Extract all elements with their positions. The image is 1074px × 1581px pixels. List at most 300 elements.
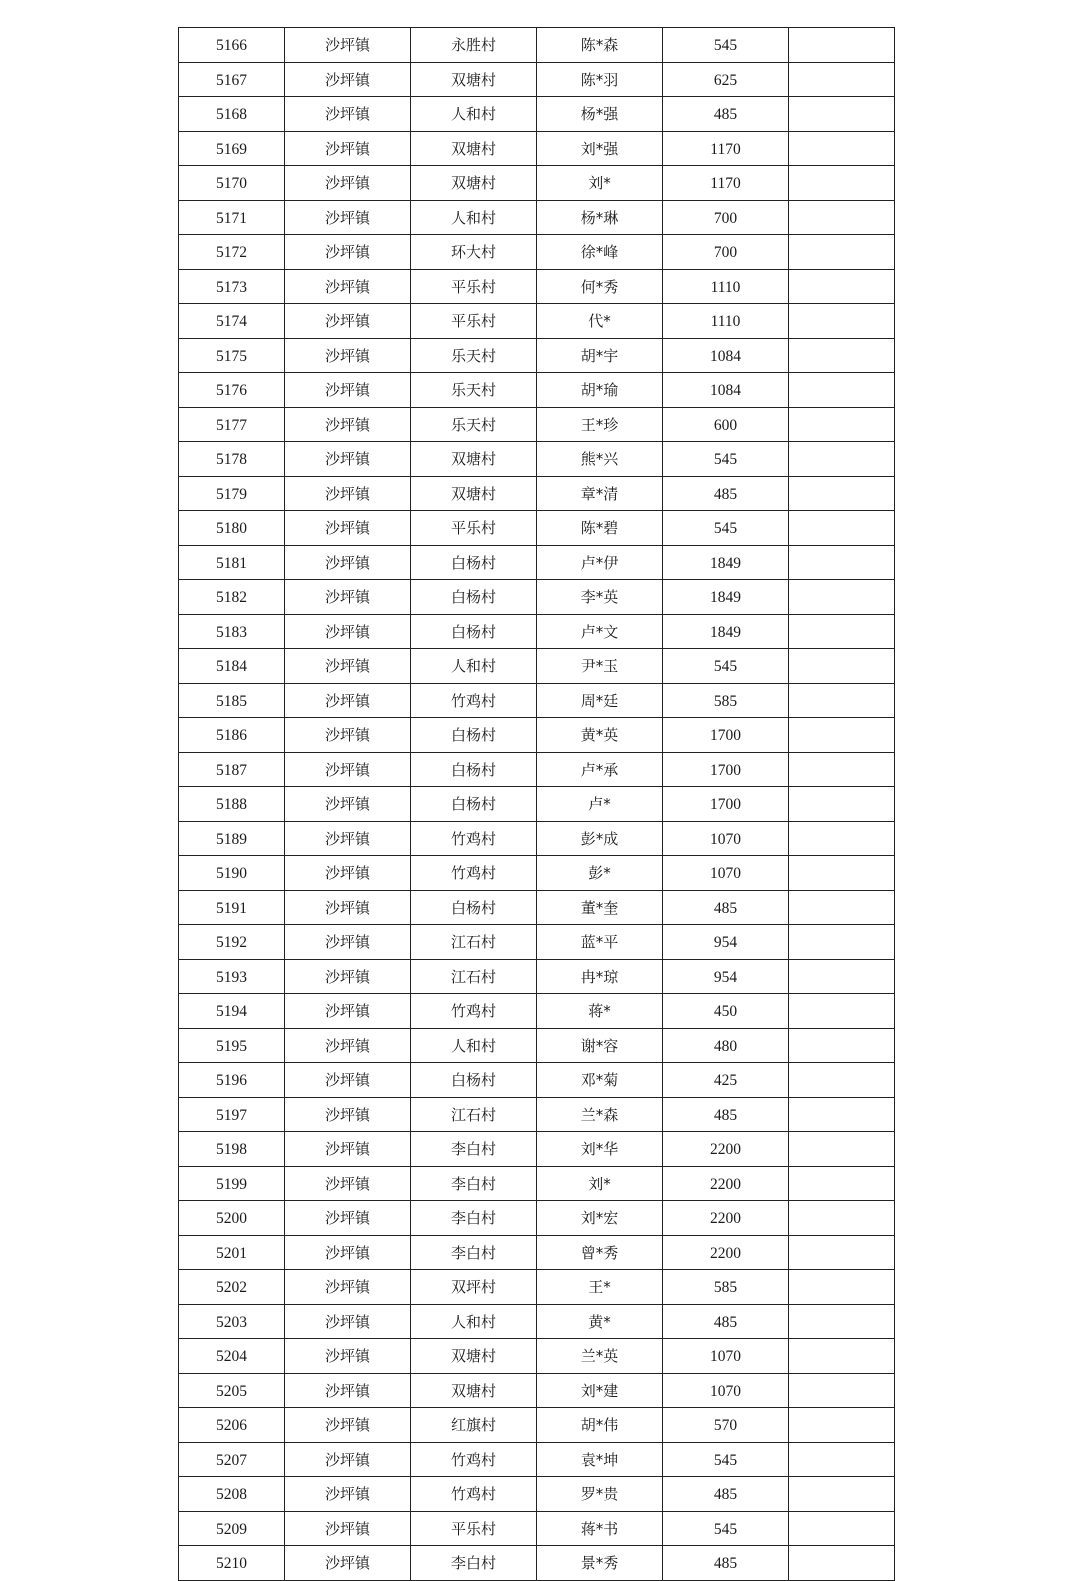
cell-town: 沙坪镇 (285, 752, 411, 787)
cell-amount: 1070 (663, 821, 789, 856)
cell-amount: 600 (663, 407, 789, 442)
cell-village: 双塘村 (411, 1373, 537, 1408)
cell-village: 白杨村 (411, 545, 537, 580)
cell-serial-number: 5177 (179, 407, 285, 442)
cell-person-name: 兰*英 (537, 1339, 663, 1374)
cell-amount: 625 (663, 62, 789, 97)
cell-amount: 1849 (663, 614, 789, 649)
table-row (179, 373, 895, 408)
cell-person-name: 彭* (537, 856, 663, 891)
table-row (179, 1270, 895, 1305)
cell-person-name: 周*廷 (537, 683, 663, 718)
cell-note (789, 925, 895, 960)
cell-person-name: 代* (537, 304, 663, 339)
cell-town: 沙坪镇 (285, 28, 411, 63)
cell-village: 江石村 (411, 959, 537, 994)
table-row (179, 407, 895, 442)
cell-amount: 1849 (663, 580, 789, 615)
cell-town: 沙坪镇 (285, 1028, 411, 1063)
cell-village: 双塘村 (411, 442, 537, 477)
cell-village: 平乐村 (411, 511, 537, 546)
roster-table (178, 27, 895, 1581)
cell-amount: 1070 (663, 1339, 789, 1374)
table-row (179, 1235, 895, 1270)
cell-note (789, 269, 895, 304)
cell-note (789, 545, 895, 580)
cell-town: 沙坪镇 (285, 200, 411, 235)
table-row (179, 580, 895, 615)
cell-amount: 485 (663, 1546, 789, 1581)
cell-note (789, 1477, 895, 1512)
cell-serial-number: 5171 (179, 200, 285, 235)
cell-note (789, 890, 895, 925)
cell-person-name: 胡*瑜 (537, 373, 663, 408)
cell-amount: 1170 (663, 166, 789, 201)
cell-note (789, 959, 895, 994)
cell-note (789, 718, 895, 753)
cell-amount: 1084 (663, 338, 789, 373)
table-row (179, 1408, 895, 1443)
cell-serial-number: 5187 (179, 752, 285, 787)
table-row (179, 856, 895, 891)
cell-village: 白杨村 (411, 787, 537, 822)
cell-town: 沙坪镇 (285, 1166, 411, 1201)
cell-amount: 700 (663, 235, 789, 270)
cell-person-name: 杨*琳 (537, 200, 663, 235)
table-row (179, 821, 895, 856)
table-row (179, 1442, 895, 1477)
cell-person-name: 卢*伊 (537, 545, 663, 580)
cell-serial-number: 5204 (179, 1339, 285, 1374)
table-row (179, 1546, 895, 1581)
cell-serial-number: 5184 (179, 649, 285, 684)
table-row (179, 338, 895, 373)
cell-amount: 545 (663, 1511, 789, 1546)
cell-note (789, 1132, 895, 1167)
cell-note (789, 235, 895, 270)
cell-town: 沙坪镇 (285, 373, 411, 408)
cell-village: 平乐村 (411, 1511, 537, 1546)
cell-note (789, 1408, 895, 1443)
cell-amount: 954 (663, 959, 789, 994)
cell-village: 李白村 (411, 1132, 537, 1167)
cell-town: 沙坪镇 (285, 925, 411, 960)
cell-village: 竹鸡村 (411, 1477, 537, 1512)
cell-person-name: 陈*羽 (537, 62, 663, 97)
cell-serial-number: 5202 (179, 1270, 285, 1305)
cell-person-name: 王* (537, 1270, 663, 1305)
cell-village: 人和村 (411, 97, 537, 132)
cell-note (789, 1304, 895, 1339)
cell-village: 江石村 (411, 925, 537, 960)
table-row (179, 545, 895, 580)
cell-note (789, 1373, 895, 1408)
cell-serial-number: 5166 (179, 28, 285, 63)
cell-amount: 545 (663, 1442, 789, 1477)
cell-town: 沙坪镇 (285, 338, 411, 373)
cell-note (789, 683, 895, 718)
cell-serial-number: 5180 (179, 511, 285, 546)
cell-serial-number: 5198 (179, 1132, 285, 1167)
cell-person-name: 熊*兴 (537, 442, 663, 477)
cell-village: 竹鸡村 (411, 1442, 537, 1477)
cell-person-name: 卢*文 (537, 614, 663, 649)
cell-amount: 1084 (663, 373, 789, 408)
cell-note (789, 1339, 895, 1374)
cell-town: 沙坪镇 (285, 1373, 411, 1408)
cell-note (789, 787, 895, 822)
cell-amount: 2200 (663, 1201, 789, 1236)
cell-person-name: 尹*玉 (537, 649, 663, 684)
cell-amount: 485 (663, 1477, 789, 1512)
cell-amount: 570 (663, 1408, 789, 1443)
cell-village: 江石村 (411, 1097, 537, 1132)
cell-village: 双塘村 (411, 131, 537, 166)
cell-note (789, 1166, 895, 1201)
cell-serial-number: 5201 (179, 1235, 285, 1270)
cell-amount: 545 (663, 28, 789, 63)
cell-village: 白杨村 (411, 1063, 537, 1098)
cell-village: 乐天村 (411, 338, 537, 373)
cell-person-name: 彭*成 (537, 821, 663, 856)
cell-person-name: 陈*碧 (537, 511, 663, 546)
cell-person-name: 何*秀 (537, 269, 663, 304)
table-row (179, 718, 895, 753)
table-row (179, 1063, 895, 1098)
cell-village: 人和村 (411, 649, 537, 684)
table-row (179, 62, 895, 97)
table-row (179, 1304, 895, 1339)
cell-serial-number: 5195 (179, 1028, 285, 1063)
cell-person-name: 董*奎 (537, 890, 663, 925)
cell-town: 沙坪镇 (285, 476, 411, 511)
cell-serial-number: 5181 (179, 545, 285, 580)
cell-town: 沙坪镇 (285, 821, 411, 856)
cell-town: 沙坪镇 (285, 269, 411, 304)
cell-note (789, 580, 895, 615)
cell-village: 白杨村 (411, 890, 537, 925)
table-row (179, 304, 895, 339)
cell-amount: 485 (663, 1304, 789, 1339)
table-row (179, 1097, 895, 1132)
table-row (179, 269, 895, 304)
cell-note (789, 1511, 895, 1546)
cell-serial-number: 5203 (179, 1304, 285, 1339)
cell-serial-number: 5188 (179, 787, 285, 822)
cell-serial-number: 5178 (179, 442, 285, 477)
cell-serial-number: 5185 (179, 683, 285, 718)
cell-serial-number: 5197 (179, 1097, 285, 1132)
cell-note (789, 994, 895, 1029)
cell-amount: 585 (663, 1270, 789, 1305)
cell-person-name: 杨*强 (537, 97, 663, 132)
cell-village: 环大村 (411, 235, 537, 270)
cell-serial-number: 5173 (179, 269, 285, 304)
cell-village: 人和村 (411, 200, 537, 235)
cell-town: 沙坪镇 (285, 1477, 411, 1512)
cell-amount: 1700 (663, 787, 789, 822)
cell-serial-number: 5169 (179, 131, 285, 166)
table-row (179, 994, 895, 1029)
table-row (179, 1339, 895, 1374)
cell-note (789, 442, 895, 477)
cell-amount: 450 (663, 994, 789, 1029)
cell-person-name: 陈*森 (537, 28, 663, 63)
table-row (179, 1373, 895, 1408)
cell-serial-number: 5172 (179, 235, 285, 270)
cell-serial-number: 5186 (179, 718, 285, 753)
cell-town: 沙坪镇 (285, 407, 411, 442)
cell-amount: 1110 (663, 304, 789, 339)
table-row (179, 752, 895, 787)
cell-town: 沙坪镇 (285, 1097, 411, 1132)
cell-note (789, 1097, 895, 1132)
cell-note (789, 97, 895, 132)
cell-amount: 545 (663, 442, 789, 477)
cell-town: 沙坪镇 (285, 994, 411, 1029)
cell-serial-number: 5209 (179, 1511, 285, 1546)
cell-serial-number: 5190 (179, 856, 285, 891)
table-row (179, 442, 895, 477)
cell-amount: 954 (663, 925, 789, 960)
cell-village: 白杨村 (411, 580, 537, 615)
cell-note (789, 614, 895, 649)
table-row (179, 28, 895, 63)
cell-village: 李白村 (411, 1235, 537, 1270)
table-row (179, 1166, 895, 1201)
cell-serial-number: 5196 (179, 1063, 285, 1098)
cell-amount: 485 (663, 890, 789, 925)
table-row (179, 1511, 895, 1546)
cell-amount: 1700 (663, 752, 789, 787)
cell-town: 沙坪镇 (285, 649, 411, 684)
cell-village: 平乐村 (411, 269, 537, 304)
cell-serial-number: 5208 (179, 1477, 285, 1512)
cell-village: 红旗村 (411, 1408, 537, 1443)
cell-note (789, 62, 895, 97)
cell-village: 双塘村 (411, 166, 537, 201)
cell-town: 沙坪镇 (285, 1339, 411, 1374)
cell-town: 沙坪镇 (285, 304, 411, 339)
cell-town: 沙坪镇 (285, 545, 411, 580)
cell-amount: 2200 (663, 1166, 789, 1201)
cell-note (789, 1270, 895, 1305)
cell-amount: 480 (663, 1028, 789, 1063)
cell-serial-number: 5168 (179, 97, 285, 132)
cell-note (789, 1063, 895, 1098)
cell-town: 沙坪镇 (285, 131, 411, 166)
table-row (179, 97, 895, 132)
cell-person-name: 蒋*书 (537, 1511, 663, 1546)
cell-note (789, 476, 895, 511)
table-row (179, 925, 895, 960)
cell-town: 沙坪镇 (285, 1063, 411, 1098)
cell-note (789, 856, 895, 891)
cell-town: 沙坪镇 (285, 1546, 411, 1581)
cell-amount: 485 (663, 97, 789, 132)
cell-note (789, 649, 895, 684)
cell-note (789, 304, 895, 339)
cell-person-name: 罗*贵 (537, 1477, 663, 1512)
cell-village: 乐天村 (411, 407, 537, 442)
cell-serial-number: 5200 (179, 1201, 285, 1236)
table-row (179, 476, 895, 511)
cell-serial-number: 5199 (179, 1166, 285, 1201)
cell-note (789, 1235, 895, 1270)
cell-town: 沙坪镇 (285, 718, 411, 753)
table-row (179, 787, 895, 822)
cell-serial-number: 5182 (179, 580, 285, 615)
cell-person-name: 谢*容 (537, 1028, 663, 1063)
cell-town: 沙坪镇 (285, 1511, 411, 1546)
cell-person-name: 刘*强 (537, 131, 663, 166)
cell-town: 沙坪镇 (285, 1270, 411, 1305)
cell-person-name: 刘*建 (537, 1373, 663, 1408)
cell-amount: 1070 (663, 1373, 789, 1408)
cell-note (789, 28, 895, 63)
cell-amount: 700 (663, 200, 789, 235)
cell-town: 沙坪镇 (285, 1235, 411, 1270)
cell-person-name: 胡*伟 (537, 1408, 663, 1443)
cell-serial-number: 5206 (179, 1408, 285, 1443)
cell-person-name: 刘*宏 (537, 1201, 663, 1236)
cell-amount: 545 (663, 649, 789, 684)
cell-serial-number: 5176 (179, 373, 285, 408)
cell-note (789, 1028, 895, 1063)
cell-village: 人和村 (411, 1304, 537, 1339)
cell-town: 沙坪镇 (285, 787, 411, 822)
cell-person-name: 蒋* (537, 994, 663, 1029)
cell-serial-number: 5191 (179, 890, 285, 925)
table-row (179, 1028, 895, 1063)
cell-town: 沙坪镇 (285, 959, 411, 994)
cell-village: 白杨村 (411, 752, 537, 787)
cell-village: 双塘村 (411, 62, 537, 97)
cell-amount: 485 (663, 476, 789, 511)
cell-town: 沙坪镇 (285, 235, 411, 270)
cell-amount: 1070 (663, 856, 789, 891)
cell-village: 双坪村 (411, 1270, 537, 1305)
cell-town: 沙坪镇 (285, 62, 411, 97)
cell-note (789, 821, 895, 856)
cell-village: 李白村 (411, 1201, 537, 1236)
cell-person-name: 曾*秀 (537, 1235, 663, 1270)
cell-town: 沙坪镇 (285, 1408, 411, 1443)
table-row (179, 131, 895, 166)
cell-note (789, 131, 895, 166)
cell-note (789, 752, 895, 787)
cell-town: 沙坪镇 (285, 166, 411, 201)
cell-note (789, 200, 895, 235)
cell-amount: 485 (663, 1097, 789, 1132)
table-row (179, 235, 895, 270)
cell-note (789, 1546, 895, 1581)
cell-village: 人和村 (411, 1028, 537, 1063)
cell-village: 乐天村 (411, 373, 537, 408)
cell-village: 竹鸡村 (411, 994, 537, 1029)
cell-person-name: 袁*坤 (537, 1442, 663, 1477)
cell-serial-number: 5167 (179, 62, 285, 97)
table-row (179, 890, 895, 925)
cell-note (789, 1201, 895, 1236)
cell-serial-number: 5194 (179, 994, 285, 1029)
cell-note (789, 338, 895, 373)
cell-town: 沙坪镇 (285, 1304, 411, 1339)
cell-amount: 1170 (663, 131, 789, 166)
cell-person-name: 王*珍 (537, 407, 663, 442)
cell-person-name: 卢* (537, 787, 663, 822)
cell-town: 沙坪镇 (285, 580, 411, 615)
table-row (179, 1132, 895, 1167)
cell-person-name: 刘*华 (537, 1132, 663, 1167)
cell-amount: 545 (663, 511, 789, 546)
cell-village: 竹鸡村 (411, 821, 537, 856)
cell-town: 沙坪镇 (285, 890, 411, 925)
cell-town: 沙坪镇 (285, 1132, 411, 1167)
cell-village: 双塘村 (411, 476, 537, 511)
cell-person-name: 卢*承 (537, 752, 663, 787)
cell-serial-number: 5207 (179, 1442, 285, 1477)
cell-serial-number: 5170 (179, 166, 285, 201)
table-row (179, 166, 895, 201)
cell-amount: 2200 (663, 1235, 789, 1270)
table-row (179, 614, 895, 649)
cell-serial-number: 5205 (179, 1373, 285, 1408)
cell-serial-number: 5175 (179, 338, 285, 373)
table-row (179, 200, 895, 235)
roster-table-body (179, 28, 895, 1581)
cell-village: 竹鸡村 (411, 683, 537, 718)
cell-town: 沙坪镇 (285, 1201, 411, 1236)
cell-person-name: 黄*英 (537, 718, 663, 753)
cell-serial-number: 5210 (179, 1546, 285, 1581)
cell-town: 沙坪镇 (285, 856, 411, 891)
table-row (179, 683, 895, 718)
cell-person-name: 邓*菊 (537, 1063, 663, 1098)
cell-note (789, 166, 895, 201)
cell-serial-number: 5183 (179, 614, 285, 649)
cell-serial-number: 5179 (179, 476, 285, 511)
table-row (179, 511, 895, 546)
cell-person-name: 刘* (537, 1166, 663, 1201)
cell-person-name: 胡*宇 (537, 338, 663, 373)
cell-town: 沙坪镇 (285, 683, 411, 718)
cell-person-name: 景*秀 (537, 1546, 663, 1581)
cell-person-name: 章*清 (537, 476, 663, 511)
cell-village: 永胜村 (411, 28, 537, 63)
cell-amount: 425 (663, 1063, 789, 1098)
cell-amount: 1110 (663, 269, 789, 304)
cell-person-name: 徐*峰 (537, 235, 663, 270)
cell-village: 李白村 (411, 1166, 537, 1201)
cell-town: 沙坪镇 (285, 614, 411, 649)
cell-serial-number: 5174 (179, 304, 285, 339)
table-row (179, 1201, 895, 1236)
cell-village: 双塘村 (411, 1339, 537, 1374)
cell-serial-number: 5193 (179, 959, 285, 994)
cell-village: 白杨村 (411, 614, 537, 649)
cell-village: 平乐村 (411, 304, 537, 339)
table-row (179, 959, 895, 994)
cell-serial-number: 5192 (179, 925, 285, 960)
cell-person-name: 冉*琼 (537, 959, 663, 994)
cell-village: 李白村 (411, 1546, 537, 1581)
cell-amount: 585 (663, 683, 789, 718)
cell-town: 沙坪镇 (285, 442, 411, 477)
cell-person-name: 蓝*平 (537, 925, 663, 960)
cell-person-name: 黄* (537, 1304, 663, 1339)
cell-amount: 1700 (663, 718, 789, 753)
